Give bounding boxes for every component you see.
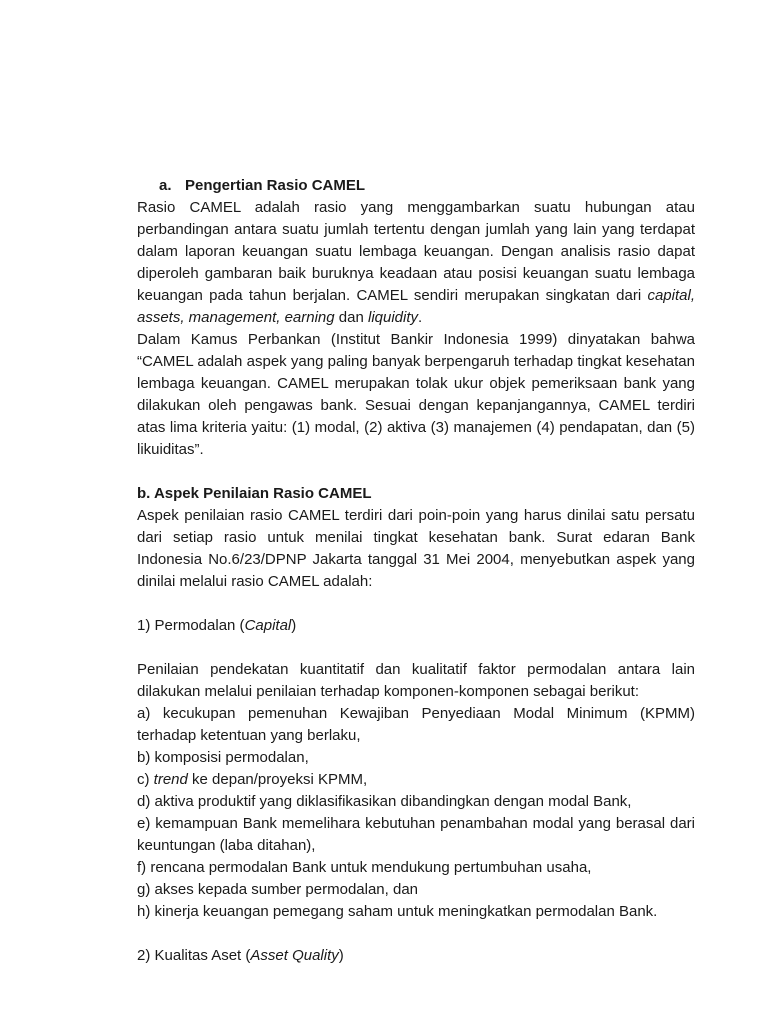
- item-1-italic: Capital: [244, 617, 292, 634]
- section-a-heading: [137, 175, 695, 197]
- section-a-title: Pengertian Rasio CAMEL: [185, 177, 366, 194]
- item-1-point-c: [137, 769, 695, 791]
- item-1-suffix: ): [291, 617, 297, 634]
- section-a-p1-and: dan: [334, 309, 368, 326]
- section-b-paragraph-1: Aspek penilaian rasio CAMEL terdiri dari poin-poin yang harus dinilai satu persatu dari setiap rasio untuk menilai tingkat kesehatan bank. Surat edaran Bank Indonesia No.6/23/DPNP Jakarta tanggal 31 Mei 2004, menyebutkan aspek yang dinilai melalui rasio CAMEL adalah:: [137, 507, 695, 590]
- item-1-point-a: a) kecukupan pemenuhan Kewajiban Penyediaan Modal Minimum (KPMM) terhadap ketentuan yang berlaku,: [137, 705, 695, 744]
- item-1-c-prefix: c): [137, 771, 154, 788]
- item-1-point-h: h) kinerja keuangan pemegang saham untuk meningkatkan permodalan Bank.: [137, 903, 658, 920]
- item-2-italic: Asset Quality: [250, 947, 339, 964]
- item-1-point-b: b) komposisi permodalan,: [137, 749, 309, 766]
- section-a-paragraph-2: Dalam Kamus Perbankan (Institut Bankir Indonesia 1999) dinyatakan bahwa “CAMEL adalah aspek yang paling banyak berpengaruh terhadap tingkat kesehatan lembaga keuangan. CAMEL merupakan tolak ukur objek pemeriksaan bank yang dilakukan oleh pengawas bank. Sesuai dengan kepanjangannya, CAMEL terdiri atas lima kriteria yaitu: (1) modal, (2) aktiva (3) manajemen (4) pendapatan, dan (5) likuiditas”.: [137, 331, 695, 458]
- item-1-point-f: f) rencana permodalan Bank untuk mendukung pertumbuhan usaha,: [137, 859, 592, 876]
- section-a-p1-italic2: liquidity: [368, 309, 419, 326]
- section-a-marker: a.: [159, 177, 172, 194]
- item-1-point-d: d) aktiva produktif yang diklasifikasikan dibandingkan dengan modal Bank,: [137, 793, 632, 810]
- item-2-suffix: ): [338, 947, 344, 964]
- section-a-p1-italic: capital, assets, management, earning: [137, 287, 695, 326]
- item-1-heading: [137, 615, 695, 637]
- document-page: [137, 175, 695, 967]
- item-1-c-italic: trend: [153, 771, 188, 788]
- section-a-p1-text: Rasio CAMEL adalah rasio yang menggambarkan suatu hubungan atau perbandingan antara suatu jumlah tertentu dengan jumlah yang lain yang terdapat dalam laporan keuangan suatu lembaga keuangan. Dengan analisis rasio dapat diperoleh gambaran baik buruknya keadaan atau posisi keuangan suatu lembaga keuangan pada tahun berjalan. CAMEL sendiri merupakan singkatan dari: [137, 199, 695, 304]
- section-a-paragraph-1: [137, 197, 695, 329]
- item-2-prefix: 2) Kualitas Aset (: [137, 947, 251, 964]
- item-1-prefix: 1) Permodalan (: [137, 617, 245, 634]
- item-1-point-e: e) kemampuan Bank memelihara kebutuhan penambahan modal yang berasal dari keuntungan (laba ditahan),: [137, 815, 695, 854]
- item-1-point-g: g) akses kepada sumber permodalan, dan: [137, 881, 419, 898]
- item-1-intro: Penilaian pendekatan kuantitatif dan kualitatif faktor permodalan antara lain dilakukan melalui penilaian terhadap komponen-komponen sebagai berikut:: [137, 661, 695, 700]
- section-a-p1-end: .: [418, 309, 423, 326]
- section-b-heading: b. Aspek Penilaian Rasio CAMEL: [137, 485, 372, 502]
- item-2-heading: [137, 945, 695, 967]
- item-1-c-suffix: ke depan/proyeksi KPMM,: [187, 771, 368, 788]
